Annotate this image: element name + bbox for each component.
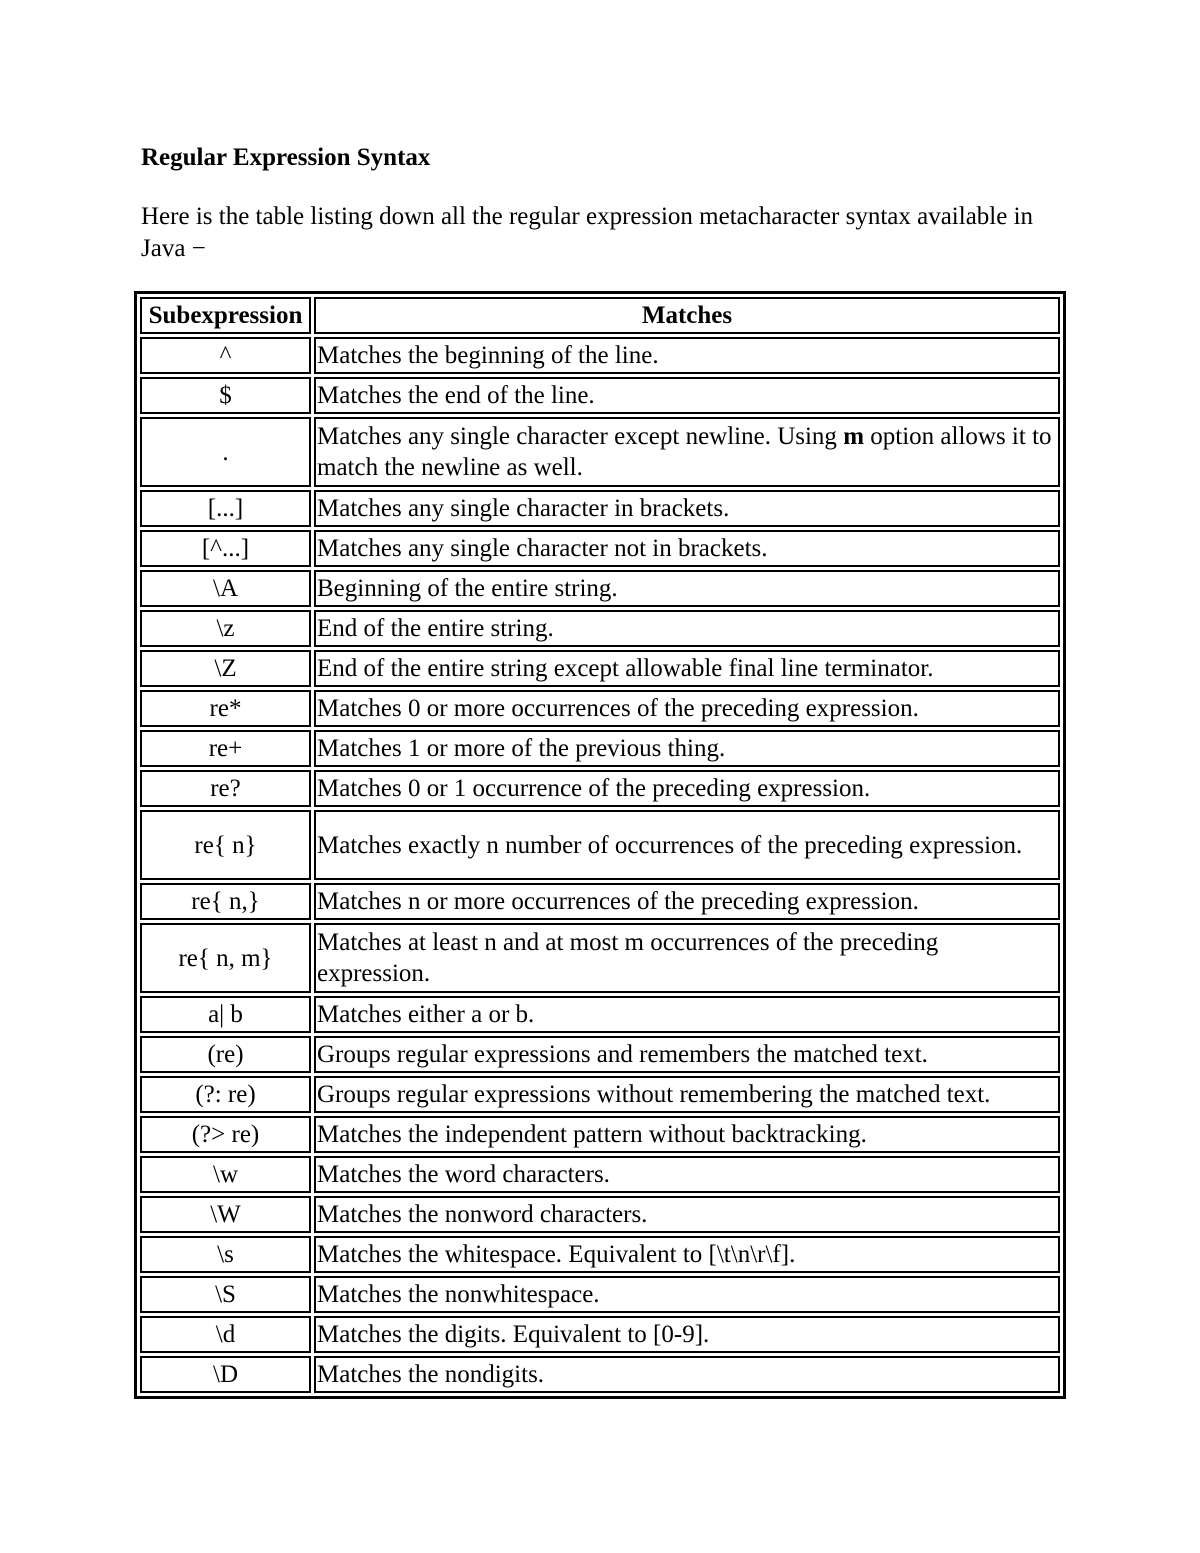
- matches-cell: Matches n or more occurrences of the preceding expression.: [314, 883, 1060, 920]
- table-row: [140, 810, 1060, 880]
- matches-cell: Matches 0 or 1 occurrence of the preceding expression.: [314, 770, 1060, 807]
- matches-cell: Matches the digits. Equivalent to [0-9].: [314, 1316, 1060, 1353]
- table-header-row: [140, 297, 1060, 334]
- table-row: [140, 1276, 1060, 1313]
- subexpression-cell: a| b: [140, 996, 311, 1033]
- matches-text: option allows it to match the newline as well.: [317, 423, 1052, 481]
- table-row: [140, 1356, 1060, 1393]
- matches-cell: Groups regular expressions without remembering the matched text.: [314, 1076, 1060, 1113]
- table-row: [140, 490, 1060, 527]
- matches-cell: [314, 417, 1060, 487]
- subexpression-cell: re{ n,}: [140, 883, 311, 920]
- table-row: [140, 730, 1060, 767]
- subexpression-cell: (?> re): [140, 1116, 311, 1153]
- subexpression-cell: \Z: [140, 650, 311, 687]
- matches-cell: Matches the whitespace. Equivalent to [\t\n\r\f].: [314, 1236, 1060, 1273]
- table-row: [140, 1196, 1060, 1233]
- matches-cell: Matches 0 or more occurrences of the preceding expression.: [314, 690, 1060, 727]
- subexpression-cell: .: [140, 417, 311, 487]
- subexpression-cell: \w: [140, 1156, 311, 1193]
- subexpression-cell: (re): [140, 1036, 311, 1073]
- table-row: [140, 1236, 1060, 1273]
- option-letter: m: [843, 423, 865, 450]
- subexpression-cell: \A: [140, 570, 311, 607]
- matches-cell: Beginning of the entire string.: [314, 570, 1060, 607]
- matches-cell: End of the entire string.: [314, 610, 1060, 647]
- matches-cell: Matches exactly n number of occurrences of the preceding expression.: [314, 810, 1060, 880]
- table-row: [140, 1156, 1060, 1193]
- subexpression-cell: \d: [140, 1316, 311, 1353]
- table-row: [140, 883, 1060, 920]
- subexpression-cell: [^...]: [140, 530, 311, 567]
- subexpression-cell: \s: [140, 1236, 311, 1273]
- matches-cell: Matches any single character in brackets.: [314, 490, 1060, 527]
- subexpression-cell: re{ n}: [140, 810, 311, 880]
- matches-cell: Groups regular expressions and remembers the matched text.: [314, 1036, 1060, 1073]
- matches-cell: End of the entire string except allowable final line terminator.: [314, 650, 1060, 687]
- table-row: [140, 610, 1060, 647]
- matches-cell: Matches the word characters.: [314, 1156, 1060, 1193]
- matches-cell: Matches any single character not in brackets.: [314, 530, 1060, 567]
- subexpression-cell: re*: [140, 690, 311, 727]
- matches-cell: Matches either a or b.: [314, 996, 1060, 1033]
- table-row: [140, 1076, 1060, 1113]
- matches-cell: Matches the nonword characters.: [314, 1196, 1060, 1233]
- table-row: [140, 923, 1060, 993]
- table-row: [140, 650, 1060, 687]
- header-subexpression: Subexpression: [140, 297, 311, 334]
- table-row: [140, 1316, 1060, 1353]
- table-row: [140, 337, 1060, 374]
- subexpression-cell: $: [140, 377, 311, 414]
- subexpression-cell: [...]: [140, 490, 311, 527]
- table-row: [140, 770, 1060, 807]
- matches-cell: Matches the end of the line.: [314, 377, 1060, 414]
- table-row: [140, 690, 1060, 727]
- subexpression-cell: (?: re): [140, 1076, 311, 1113]
- matches-cell: Matches the independent pattern without backtracking.: [314, 1116, 1060, 1153]
- matches-cell: Matches the nondigits.: [314, 1356, 1060, 1393]
- subexpression-cell: \W: [140, 1196, 311, 1233]
- subexpression-cell: re{ n, m}: [140, 923, 311, 993]
- table-row: [140, 417, 1060, 487]
- matches-cell: Matches the beginning of the line.: [314, 337, 1060, 374]
- regex-syntax-table: [134, 291, 1066, 1399]
- subexpression-cell: ^: [140, 337, 311, 374]
- subexpression-cell: \D: [140, 1356, 311, 1393]
- table-row: [140, 570, 1060, 607]
- matches-cell: Matches at least n and at most m occurrences of the preceding expression.: [314, 923, 1060, 993]
- table-row: [140, 1116, 1060, 1153]
- subexpression-cell: \S: [140, 1276, 311, 1313]
- table-row: [140, 1036, 1060, 1073]
- table-row: [140, 377, 1060, 414]
- matches-cell: Matches the nonwhitespace.: [314, 1276, 1060, 1313]
- matches-cell: Matches 1 or more of the previous thing.: [314, 730, 1060, 767]
- subexpression-cell: \z: [140, 610, 311, 647]
- subexpression-cell: re+: [140, 730, 311, 767]
- table-row: [140, 996, 1060, 1033]
- matches-text: Matches any single character except newline. Using: [317, 423, 844, 450]
- page-title: Regular Expression Syntax: [141, 144, 431, 171]
- header-matches: Matches: [314, 297, 1060, 334]
- subexpression-cell: re?: [140, 770, 311, 807]
- intro-paragraph: Here is the table listing down all the regular expression metacharacter syntax available in Java −: [141, 203, 1034, 262]
- table-row: [140, 530, 1060, 567]
